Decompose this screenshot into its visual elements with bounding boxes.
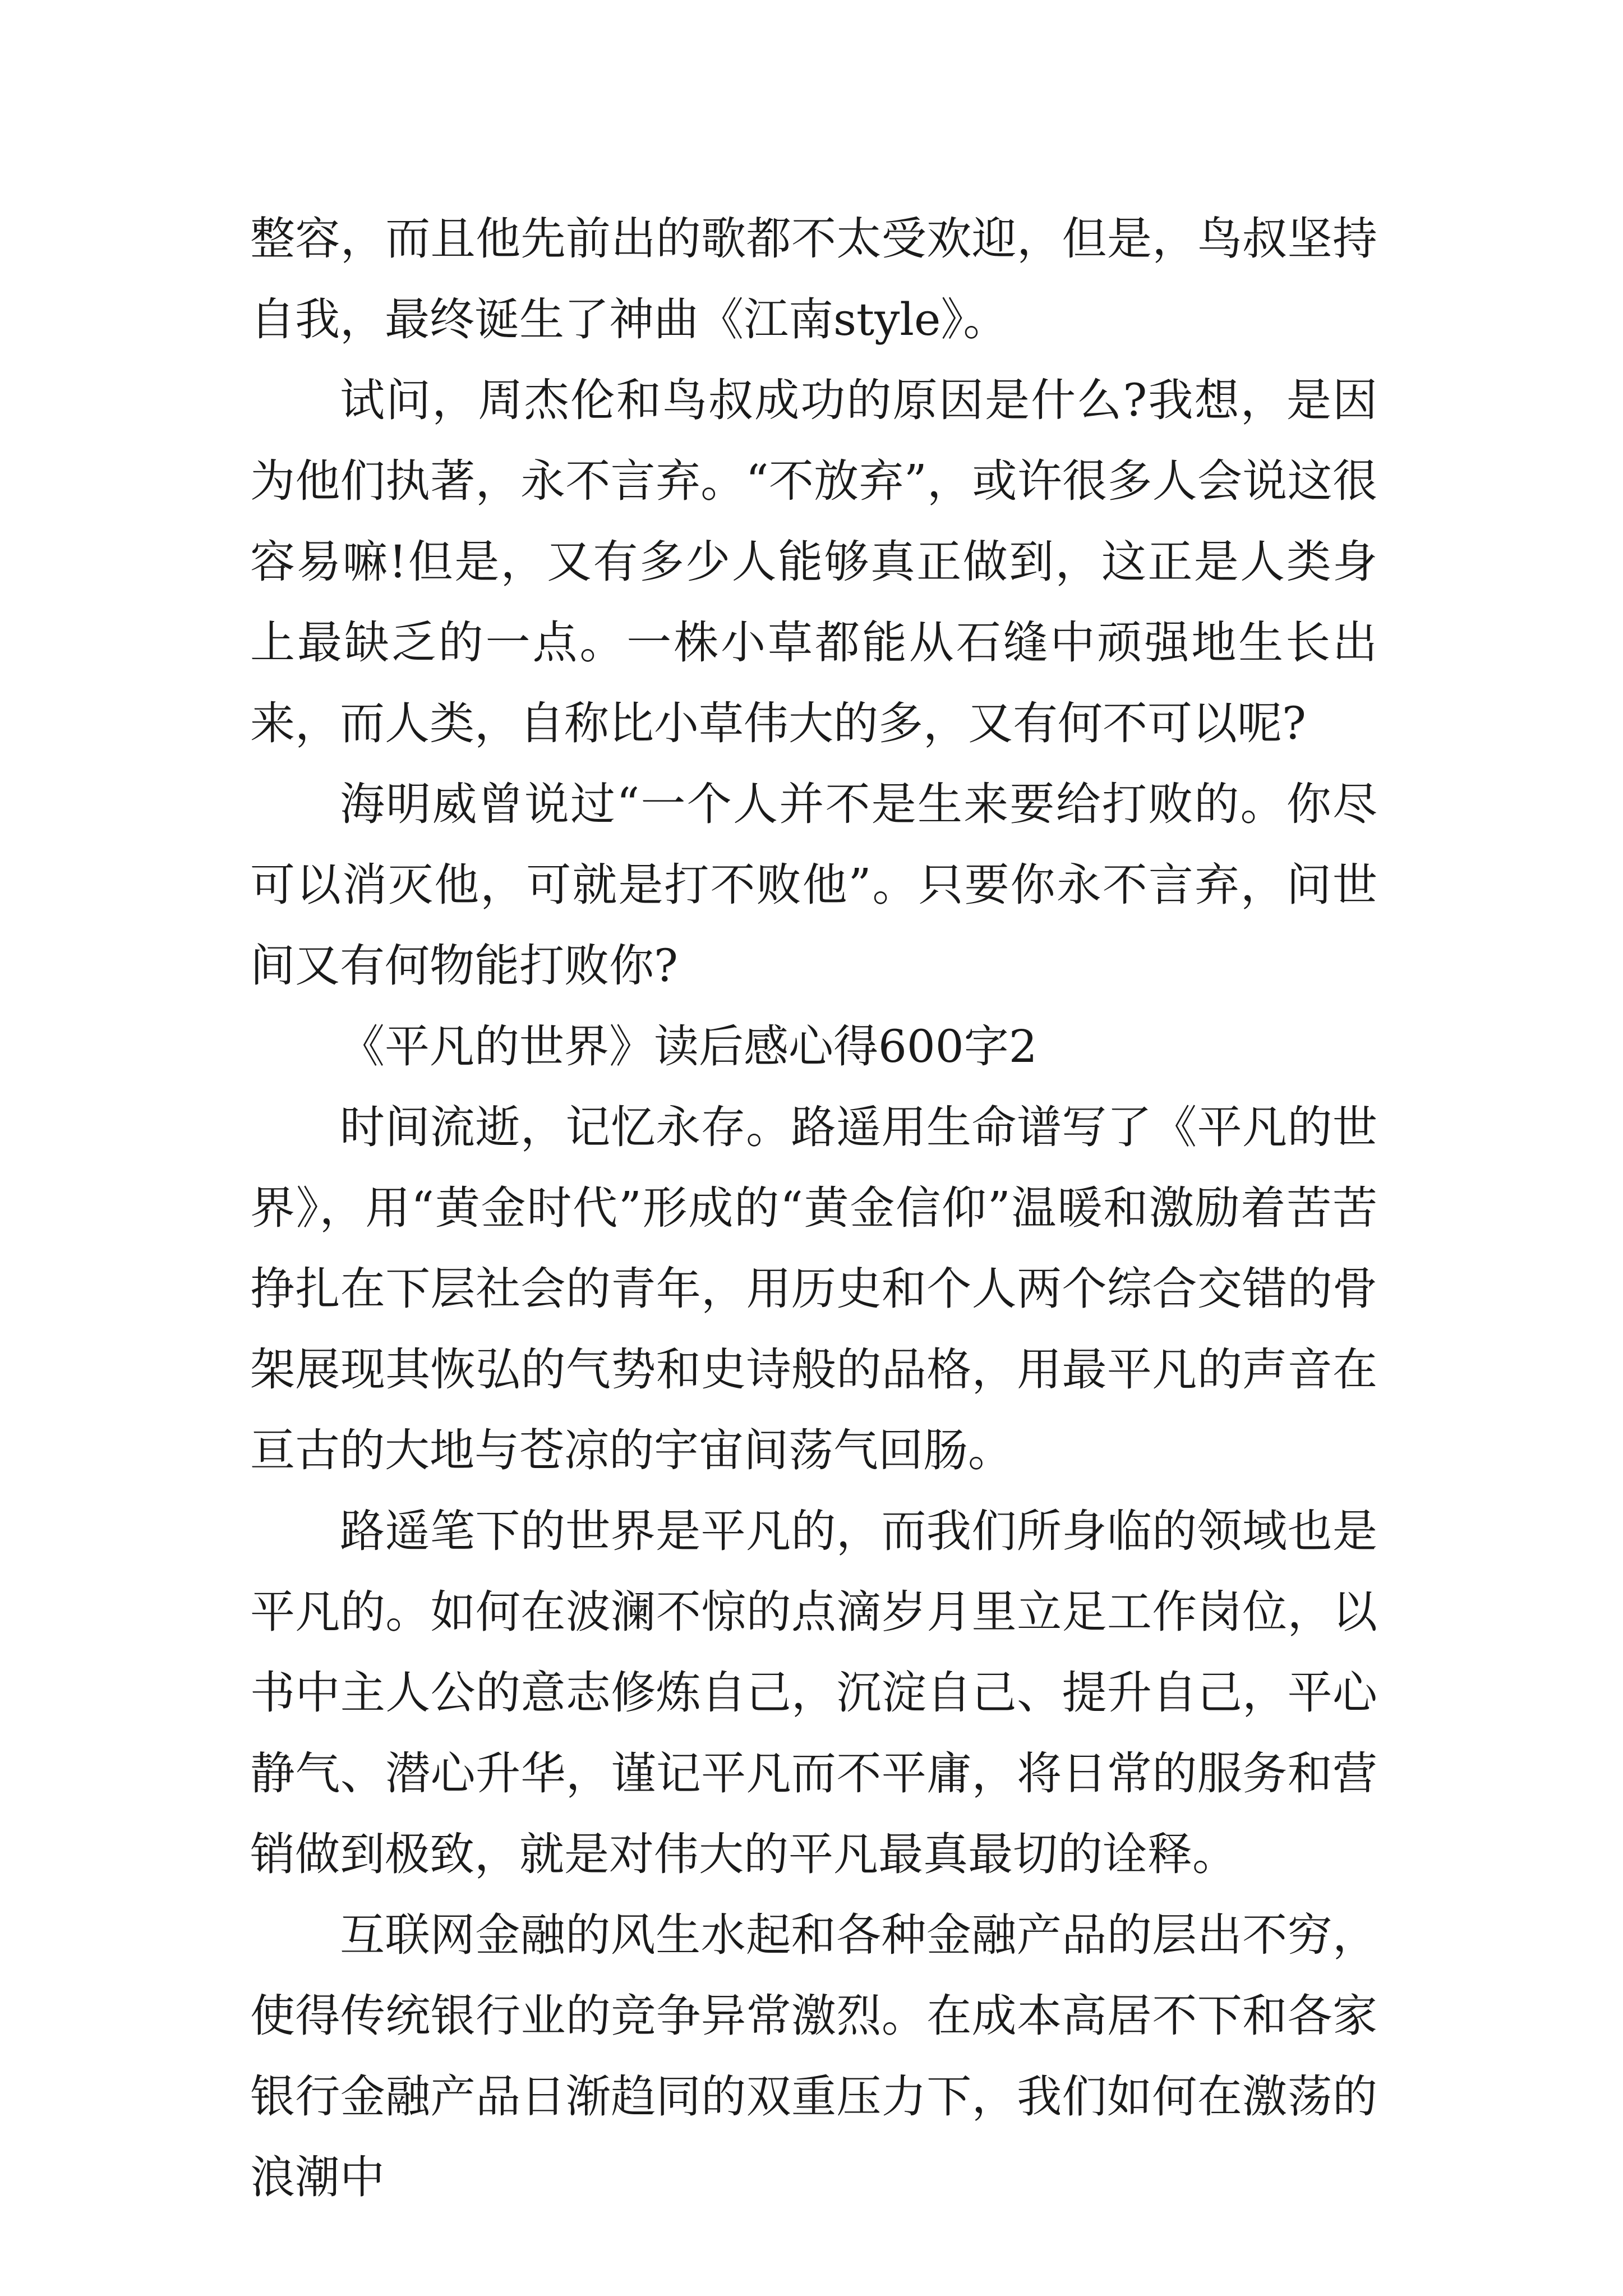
document-body	[250, 199, 1377, 2218]
paragraph: 时间流逝，记忆永存。路遥用生命谱写了《平凡的世界》，用“黄金时代”形成的“黄金信仰”温暖和激励着苦苦挣扎在下层社会的青年，用历史和个人两个综合交错的骨架展现其恢弘的气势和史诗般的品格，用最平凡的声音在亘古的大地与苍凉的宇宙间荡气回肠。	[250, 1101, 1377, 1476]
paragraph: 整容，而且他先前出的歌都不太受欢迎，但是，鸟叔坚持自我，最终诞生了神曲《江南style》。	[250, 213, 1377, 346]
paragraph: 试问，周杰伦和鸟叔成功的原因是什么?我想，是因为他们执著，永不言弃。“不放弃”，或许很多人会说这很容易嘛!但是，又有多少人能够真正做到，这正是人类身上最缺乏的一点。一株小草都能从石缝中顽强地生长出来，而人类，自称比小草伟大的多，又有何不可以呢?	[250, 374, 1377, 749]
paragraph: 互联网金融的风生水起和各种金融产品的层出不穷，使得传统银行业的竞争异常激烈。在成本高居不下和各家银行金融产品日渐趋同的双重压力下，我们如何在激荡的浪潮中	[250, 1909, 1377, 2203]
paragraph: 海明威曾说过“一个人并不是生来要给打败的。你尽可以消灭他，可就是打不败他”。只要你永不言弃，问世间又有何物能打败你?	[250, 778, 1377, 992]
section-heading: 《平凡的世界》读后感心得600字2	[340, 1020, 1038, 1073]
paragraph: 路遥笔下的世界是平凡的，而我们所身临的领域也是平凡的。如何在波澜不惊的点滴岁月里立足工作岗位，以书中主人公的意志修炼自己，沉淀自己、提升自己，平心静气、潜心升华，谨记平凡而不平庸，将日常的服务和营销做到极致，就是对伟大的平凡最真最切的诠释。	[250, 1505, 1377, 1880]
